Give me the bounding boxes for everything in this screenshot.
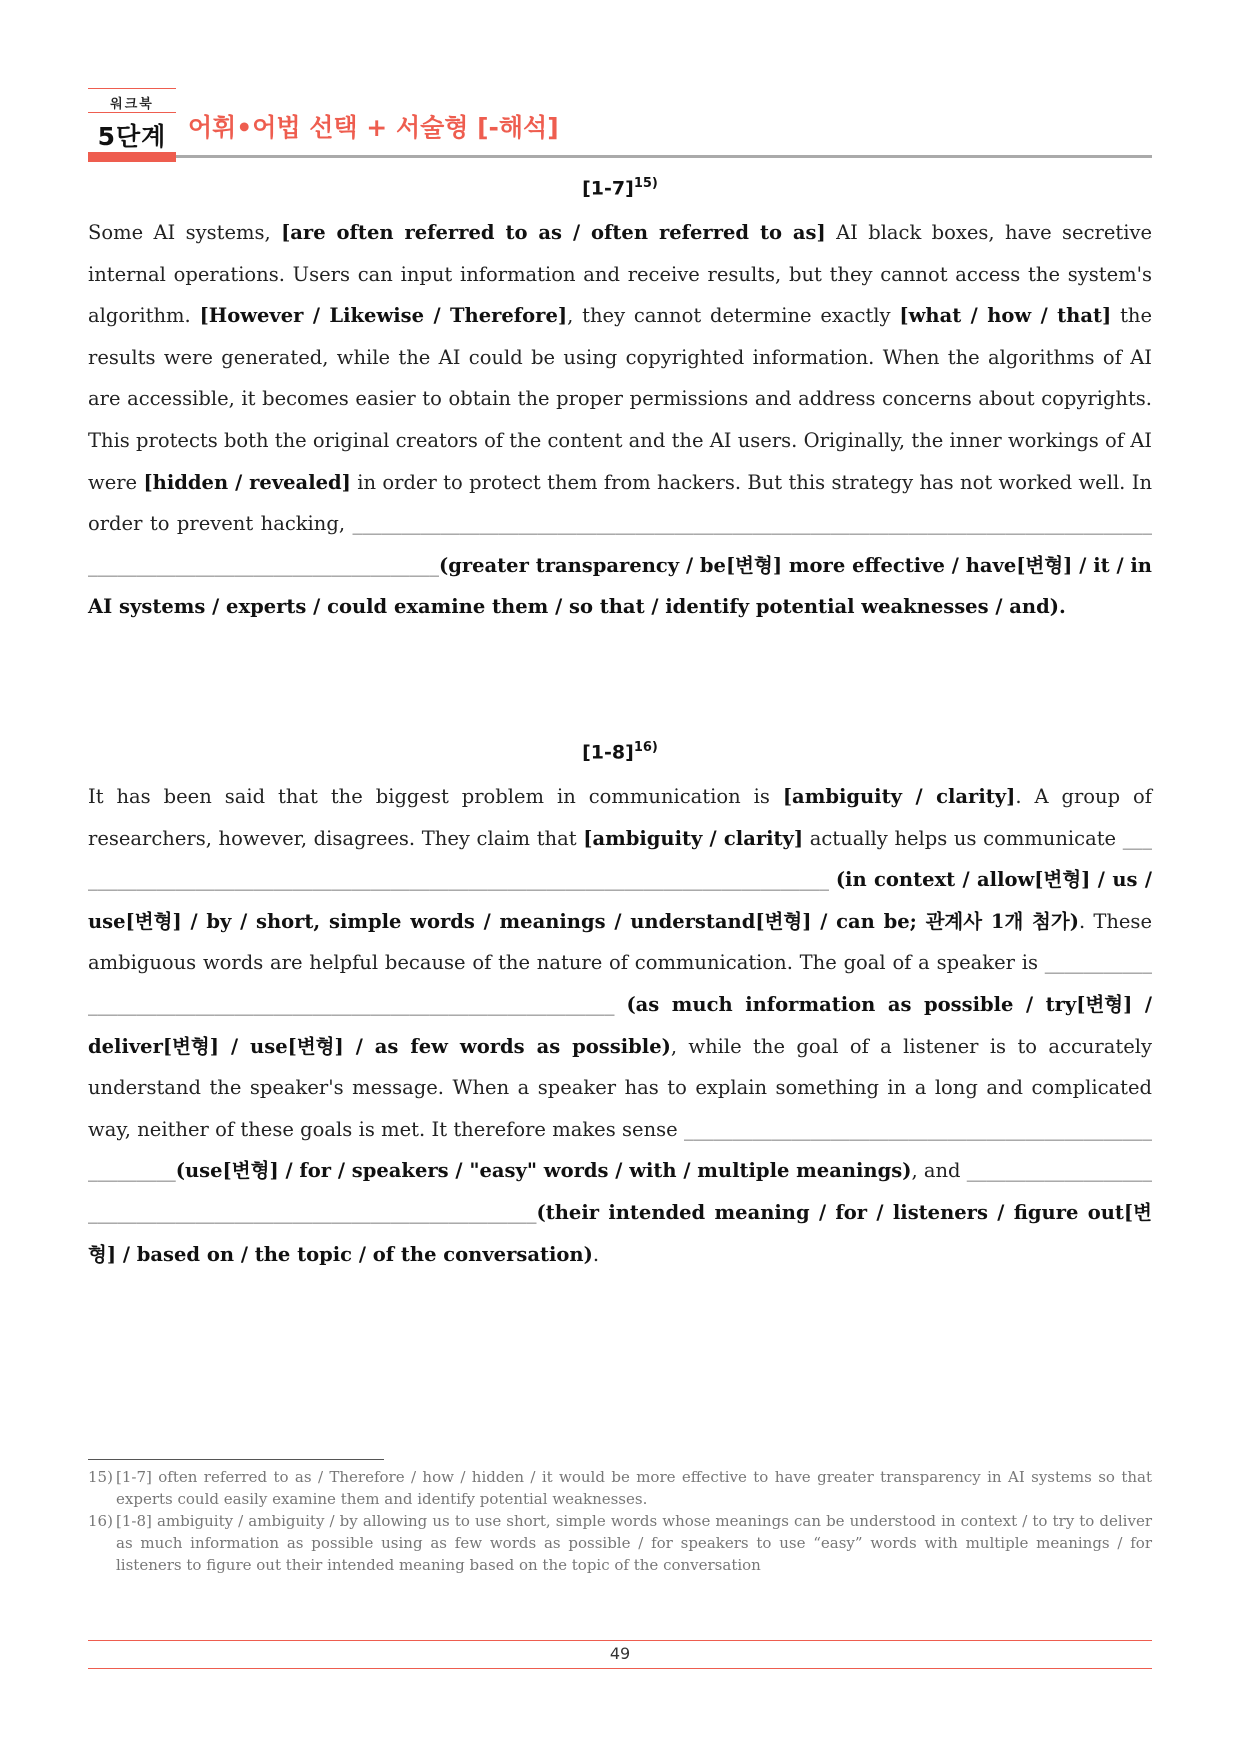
section-heading-text: [1-8]: [582, 741, 634, 764]
stage-label: 5단계: [97, 122, 167, 151]
footnote-15: [88, 1466, 1152, 1510]
choice-or-hint: [ambiguity / clarity]: [583, 826, 804, 850]
footnote-number: 15): [88, 1468, 113, 1486]
answer-blank: ______________________________________________________________________________________________________________________: [88, 512, 1152, 577]
footer-top-line: [88, 1640, 1152, 1641]
page-title: 어휘•어법 선택 + 서술형 [-해석]: [188, 113, 559, 142]
footnote-text: [1-8] ambiguity / ambiguity / by allowing us to use short, simple words whose meanings can be understood in context / to try to deliver as much information as possible using as few words as possible / for speakers to use “easy” words with multiple meanings / for listeners to figure out their intended meaning based on the topic of the conversation: [116, 1512, 1152, 1574]
answer-blank: _________________________________________________________________: [88, 951, 1152, 1016]
page-number: 49: [609, 1644, 631, 1663]
passage-text: AI black boxes, have secretive internal operations. Users can input information and receive results, but they cannot access the system's algorithm.: [88, 221, 1152, 328]
section-heading-1-7: [88, 176, 1152, 199]
passage-text: , they cannot determine exactly: [567, 304, 900, 328]
choice-or-hint: (in context / allow[변형] / us / use[변형] / by / short, simple words / meanings / understand[변형] / can be; 관계사 1개 첨가): [88, 868, 1152, 933]
choice-or-hint: [hidden / revealed]: [143, 470, 351, 494]
passage-text: [829, 868, 836, 891]
footnote-ref: 15): [633, 176, 658, 191]
passage-text: . These ambiguous words are helpful because of the nature of communication. The goal of a speaker is: [88, 909, 1152, 975]
passage-text: actually helps us communicate: [803, 826, 1123, 850]
answer-blank: _______________________________________________________________________________: [88, 826, 1152, 892]
section-heading-text: [1-7]: [582, 177, 634, 200]
header-rule: [176, 155, 1152, 158]
answer-blank: _________________________________________________________________: [88, 1159, 1153, 1224]
section-heading-1-8: [88, 740, 1152, 763]
passage-text: in order to protect them from hackers. But this strategy has not worked well. In order to prevent hacking,: [88, 470, 1152, 536]
footnotes: [88, 1466, 1152, 1576]
footnote-16: [88, 1510, 1152, 1576]
passage-1-8: [88, 776, 1152, 1275]
footnote-text: [1-7] often referred to as / Therefore / how / hidden / it would be more effective to have greater transparency in AI systems so that experts could easily examine them and identify potential weaknesses.: [116, 1468, 1152, 1508]
answer-blank: _________________________________________________________: [88, 1117, 1152, 1183]
passage-1-7: [88, 212, 1152, 628]
workbook-label: 워크북: [110, 97, 154, 112]
choice-or-hint: (their intended meaning / for / listeners / figure out[변형] / based on / the topic / of the conversation): [88, 1200, 1152, 1266]
choice-or-hint: [ambiguity / clarity]: [782, 785, 1016, 808]
choice-or-hint: [However / Likewise / Therefore]: [199, 304, 568, 328]
passage-text: [615, 993, 627, 1016]
passage-text: , and: [911, 1159, 967, 1183]
choice-or-hint: [are often referred to as / often referred to as]: [281, 221, 826, 244]
passage-text: . A group of researchers, however, disagrees. They claim that: [88, 785, 1153, 850]
header-top-line: [88, 88, 176, 89]
passage-text: the results were generated, while the AI could be using copyrighted information. When the algorithms of AI are accessible, it becomes easier to obtain the proper permissions and address concerns about copyrights. This protects both the original creators of the content and the AI users. Originally, the inner workings of AI were: [88, 304, 1153, 494]
passage-text: Some AI systems,: [88, 221, 282, 244]
passage-text: , while the goal of a listener is to accurately understand the speaker's message. When a speaker has to explain something in a long and complicated way, neither of these goals is met. It therefore makes sense: [88, 1034, 1152, 1141]
choice-or-hint: (as much information as possible / try[변형] / deliver[변형] / use[변형] / as few words as possible): [88, 992, 1152, 1058]
choice-or-hint: [what / how / that]: [899, 304, 1112, 328]
choice-or-hint: (use[변형] / for / speakers / "easy" words / with / multiple meanings): [175, 1159, 912, 1183]
footnote-number: 16): [88, 1512, 113, 1530]
header-accent-bar: [88, 152, 176, 162]
choice-or-hint: (greater transparency / be[변형] more effective / have[변형] / it / in AI systems / experts / could examine them / so that / identify potential weaknesses / and).: [88, 553, 1152, 619]
passage-text: .: [592, 1242, 600, 1266]
passage-text: It has been said that the biggest problem in communication is: [88, 785, 783, 808]
header-mid-line: [88, 112, 176, 113]
footnote-rule: [88, 1459, 384, 1460]
footnote-ref: 16): [633, 740, 658, 755]
footer-bottom-line: [88, 1668, 1152, 1669]
